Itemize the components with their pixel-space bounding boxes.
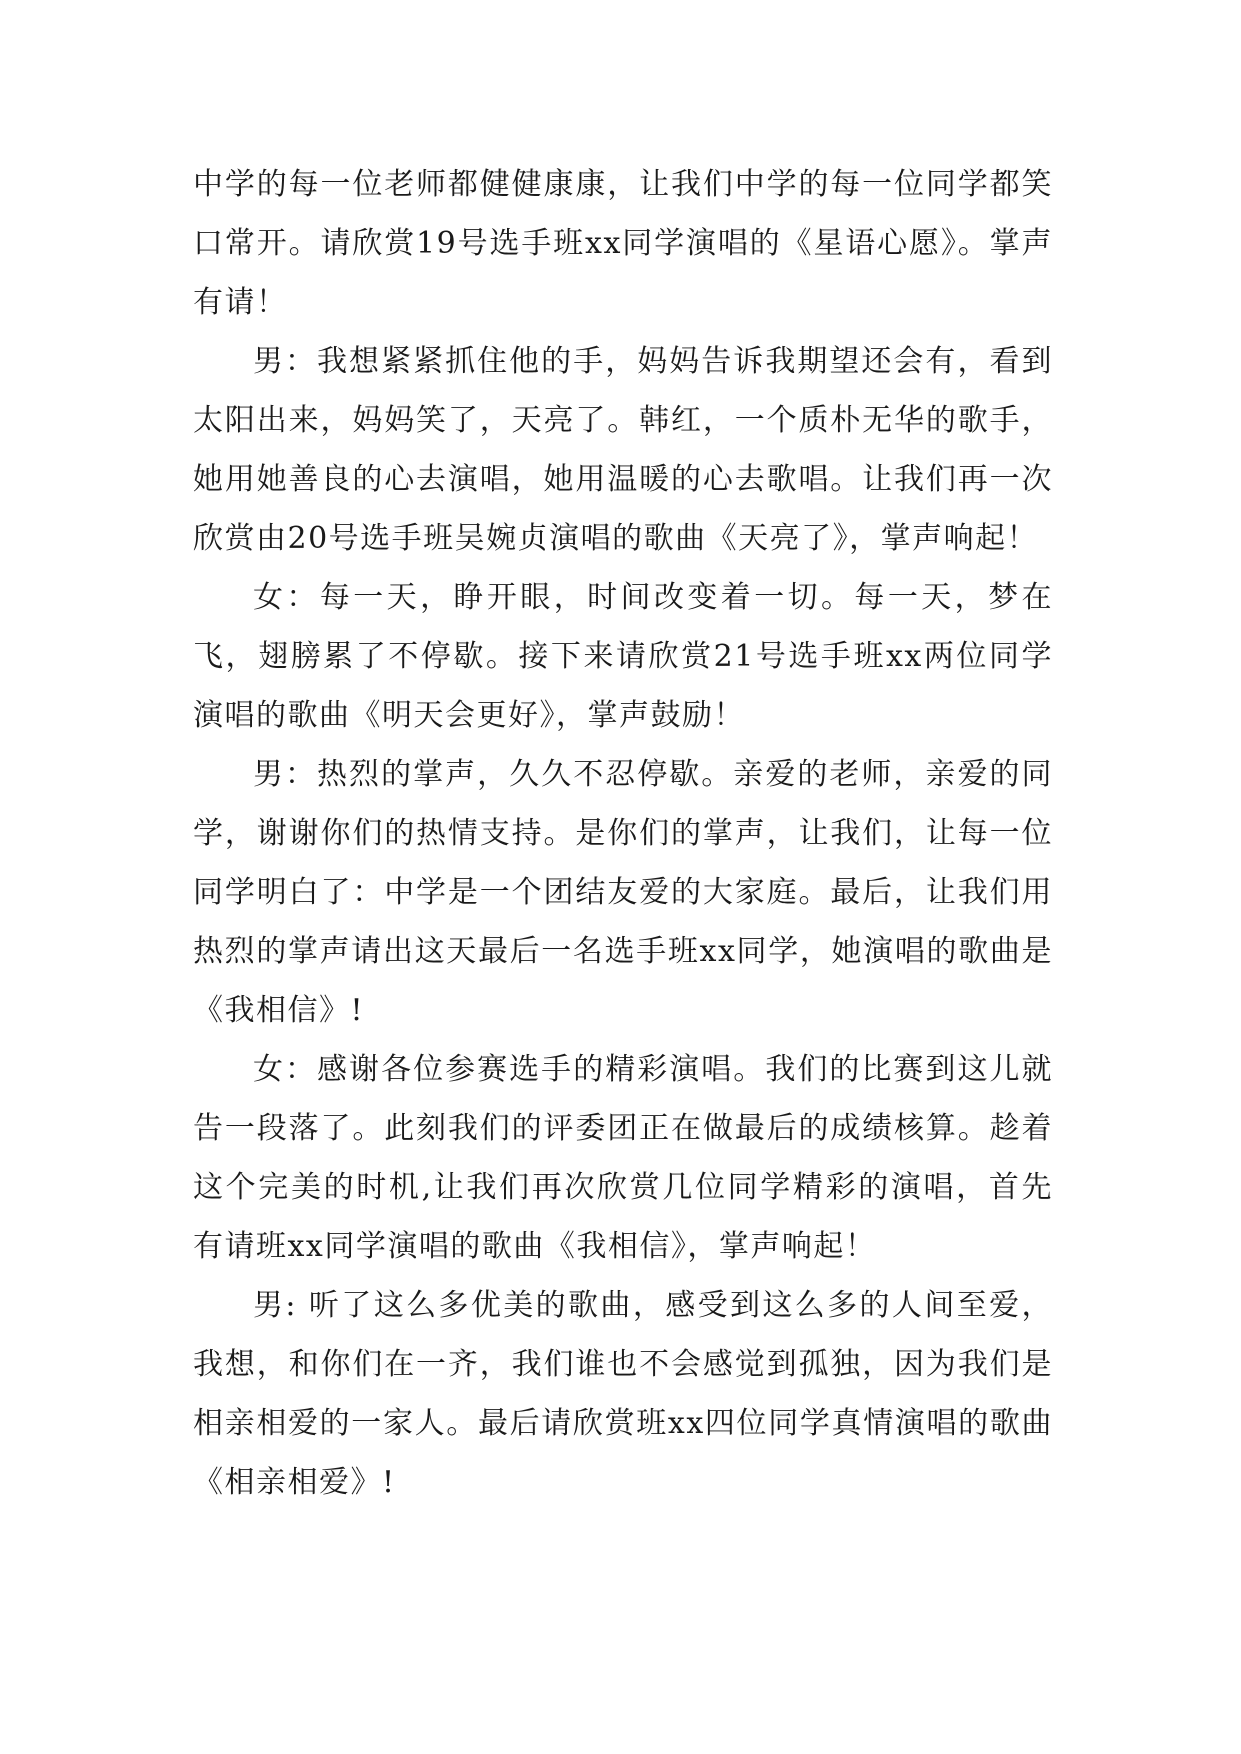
paragraph-2: 男：我想紧紧抓住他的手，妈妈告诉我期望还会有，看到太阳出来，妈妈笑了，天亮了。韩红，一个质朴无华的歌手，她用她善良的心去演唱，她用温暖的心去歌唱。让我们再一次欣赏由20号选手班吴婉贞演唱的歌曲《天亮了》，掌声响起！ xyxy=(193,344,1053,556)
paragraph-4: 男：热烈的掌声，久久不忍停歇。亲爱的老师，亲爱的同学，谢谢你们的热情支持。是你们的掌声，让我们，让每一位同学明白了：中学是一个团结友爱的大家庭。最后，让我们用热烈的掌声请出这天最后一名选手班xx同学，她演唱的歌曲是《我相信》! xyxy=(193,757,1053,1028)
paragraph-3: 女：每一天，睁开眼，时间改变着一切。每一天，梦在飞，翅膀累了不停歇。接下来请欣赏21号选手班xx两位同学演唱的歌曲《明天会更好》，掌声鼓励！ xyxy=(193,580,1053,733)
document-body xyxy=(193,155,1053,1512)
paragraph-6: 男: 听了这么多优美的歌曲，感受到这么多的人间至爱，我想，和你们在一齐，我们谁也不会感觉到孤独，因为我们是相亲相爱的一家人。最后请欣赏班xx四位同学真情演唱的歌曲《相亲相爱》! xyxy=(193,1288,1053,1500)
paragraph-1: 中学的每一位老师都健健康康，让我们中学的每一位同学都笑口常开。请欣赏19号选手班xx同学演唱的《星语心愿》。掌声有请！ xyxy=(193,167,1053,320)
paragraph-5: 女：感谢各位参赛选手的精彩演唱。我们的比赛到这儿就告一段落了。此刻我们的评委团正在做最后的成绩核算。趁着这个完美的时机,让我们再次欣赏几位同学精彩的演唱，首先有请班xx同学演唱的歌曲《我相信》，掌声响起！ xyxy=(193,1052,1053,1264)
